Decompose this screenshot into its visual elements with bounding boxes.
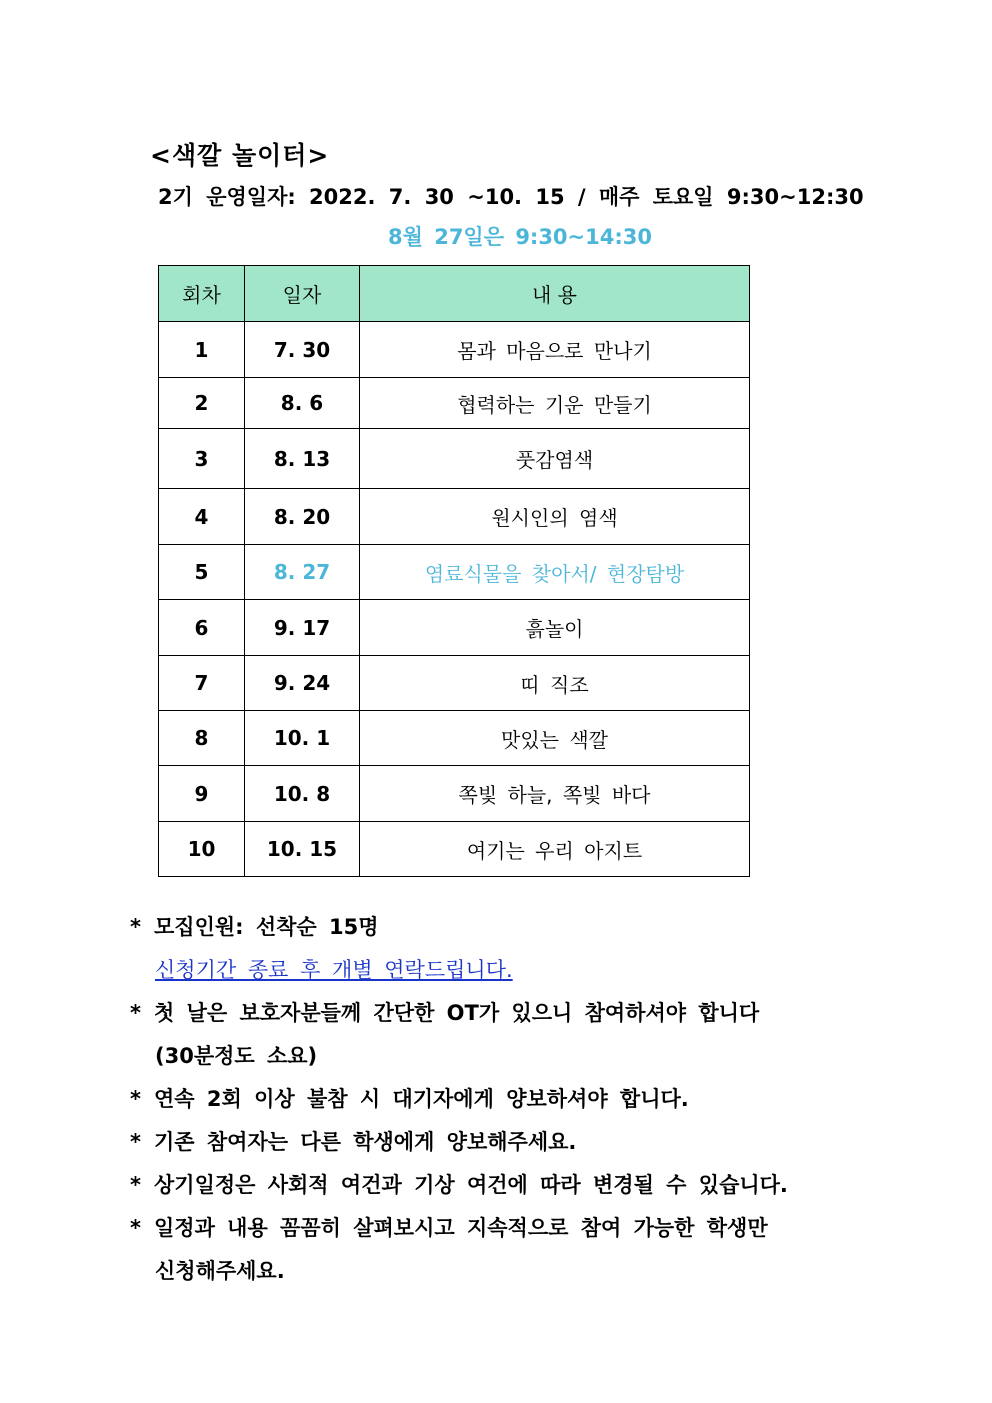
session-date: 7. 30: [245, 322, 360, 378]
session-number: 9: [159, 766, 245, 822]
session-date: 9. 17: [245, 600, 360, 656]
bullet-marker: *: [130, 1216, 141, 1240]
session-content: 협력하는 기운 만들기: [360, 378, 750, 429]
session-content: 여기는 우리 아지트: [360, 822, 750, 877]
session-number: 8: [159, 711, 245, 766]
session-content: 원시인의 염색: [360, 489, 750, 545]
session-number: 5: [159, 545, 245, 600]
special-date-notice: 8월 27일은 9:30~14:30: [388, 225, 652, 249]
table-row: [159, 766, 750, 822]
table-row: [159, 656, 750, 711]
note-existing: [130, 1121, 890, 1164]
table-row: [159, 822, 750, 877]
session-date: 9. 24: [245, 656, 360, 711]
note-recruit: [130, 906, 890, 949]
orientation-text: 첫 날은 보호자분들께 간단한 OT가 있으니 참여하셔야 합니다: [154, 1001, 760, 1025]
table-row: [159, 429, 750, 489]
header-session: 회차: [159, 266, 245, 322]
note-orientation: [130, 992, 890, 1035]
session-content: 흙놀이: [360, 600, 750, 656]
table-row: [159, 378, 750, 429]
table-row-highlighted: [159, 545, 750, 600]
table-header-row: [159, 266, 750, 322]
header-content: 내 용: [360, 266, 750, 322]
session-date: 10. 15: [245, 822, 360, 877]
session-number: 3: [159, 429, 245, 489]
schedule-change-text: 상기일정은 사회적 여건과 기상 여건에 따라 변경될 수 있습니다.: [154, 1173, 788, 1197]
header-date: 일자: [245, 266, 360, 322]
session-content: 쪽빛 하늘, 쪽빛 바다: [360, 766, 750, 822]
table-row: [159, 322, 750, 378]
bullet-marker: *: [130, 915, 141, 939]
note-contact: [130, 949, 890, 992]
session-number: 10: [159, 822, 245, 877]
recruit-text: 모집인원: 선착순 15명: [154, 915, 379, 939]
operation-period: 2기 운영일자: 2022. 7. 30 ~10. 15 / 매주 토요일 9:30~12:30: [158, 185, 864, 209]
final-text-continued: 신청해주세요.: [155, 1259, 285, 1283]
session-number: 6: [159, 600, 245, 656]
bullet-marker: *: [130, 1130, 141, 1154]
note-final: [130, 1207, 890, 1250]
session-number: 2: [159, 378, 245, 429]
note-schedule-change: [130, 1164, 890, 1207]
session-date: 8. 20: [245, 489, 360, 545]
session-date: 8. 27: [245, 545, 360, 600]
final-text: 일정과 내용 꼼꼼히 살펴보시고 지속적으로 참여 가능한 학생만: [154, 1216, 768, 1240]
session-number: 4: [159, 489, 245, 545]
table-row: [159, 489, 750, 545]
session-date: 8. 13: [245, 429, 360, 489]
contact-notice-link[interactable]: 신청기간 종료 후 개별 연락드립니다.: [155, 958, 513, 982]
session-content: 염료식물을 찾아서/ 현장탐방: [360, 545, 750, 600]
note-absence: [130, 1078, 890, 1121]
session-content: 맛있는 색깔: [360, 711, 750, 766]
bullet-marker: *: [130, 1173, 141, 1197]
orientation-duration: (30분정도 소요): [155, 1044, 318, 1068]
session-number: 1: [159, 322, 245, 378]
session-number: 7: [159, 656, 245, 711]
bullet-marker: *: [130, 1087, 141, 1111]
session-content: 몸과 마음으로 만나기: [360, 322, 750, 378]
session-content: 띠 직조: [360, 656, 750, 711]
notes-section: [130, 906, 890, 1293]
table-row: [159, 711, 750, 766]
session-date: 10. 1: [245, 711, 360, 766]
table-row: [159, 600, 750, 656]
session-content: 풋감염색: [360, 429, 750, 489]
schedule-table: [158, 265, 750, 877]
page-title: <색깔 놀이터>: [150, 141, 330, 170]
session-date: 10. 8: [245, 766, 360, 822]
session-date: 8. 6: [245, 378, 360, 429]
existing-text: 기존 참여자는 다른 학생에게 양보해주세요.: [154, 1130, 577, 1154]
bullet-marker: *: [130, 1001, 141, 1025]
absence-text: 연속 2회 이상 불참 시 대기자에게 양보하셔야 합니다.: [154, 1087, 689, 1111]
